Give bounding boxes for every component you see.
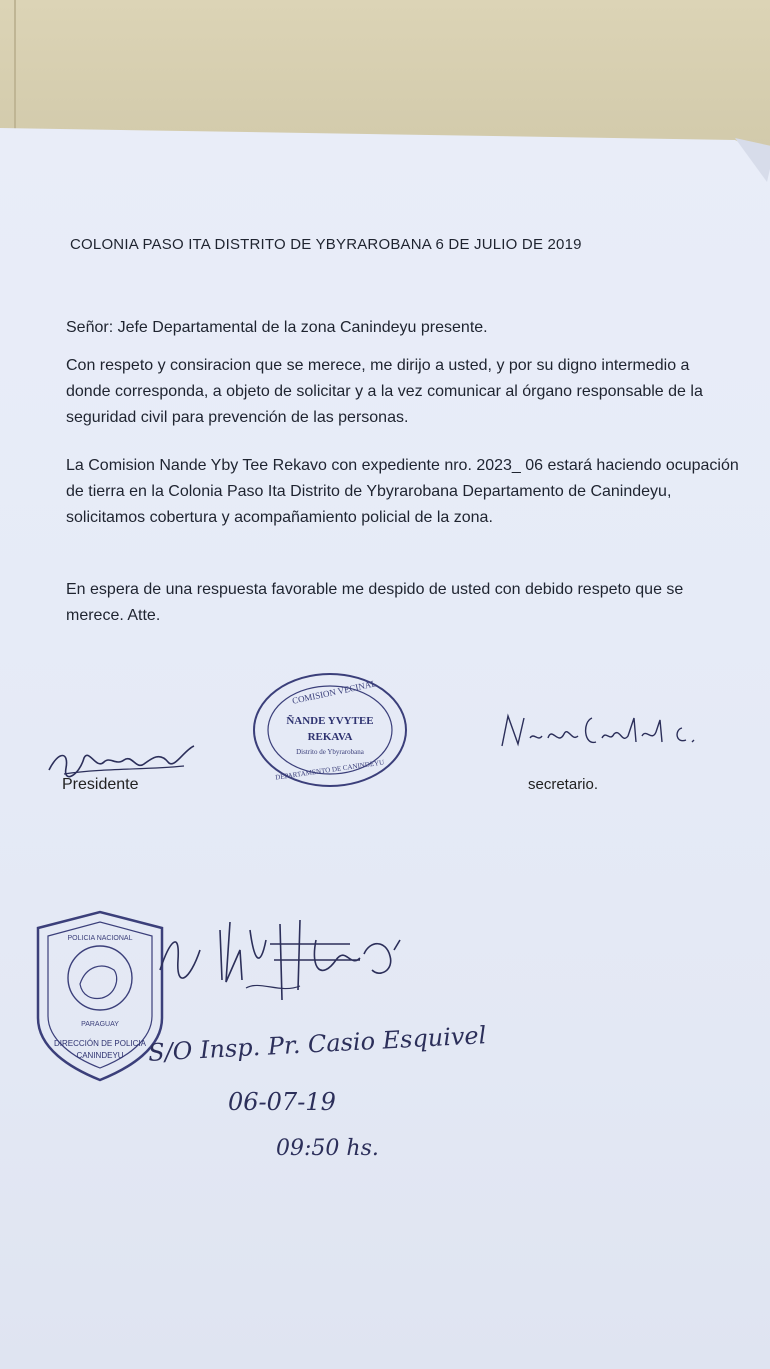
secretary-label: secretario. (528, 776, 599, 793)
receipt-officer-handwriting: S/O Insp. Pr. Casio Esquivel (147, 1021, 487, 1067)
letter-paragraph: Con respeto y consiracion que se merece, me dirijo a usted, y por su digno intermedio a donde corresponda, a objeto de solicitar y a la vez comunicar al órgano responsable de la seguridad civil para prevención de las personas. (66, 357, 703, 426)
stamp-text: Distrito de Ybyrarobana (296, 748, 364, 756)
officer-signature (150, 910, 410, 1010)
stamp-text: COMISION VECINAL (291, 678, 378, 706)
president-label: Presidente (62, 776, 139, 793)
letter-heading: COLONIA PASO ITA DISTRITO DE YBYRAROBANA 6 DE JULIO DE 2019 (70, 236, 582, 253)
stamp-text: PARAGUAY (81, 1021, 119, 1028)
commission-stamp (252, 672, 412, 792)
stamp-text: DIRECCIÓN DE POLICIA (53, 1039, 147, 1048)
stamp-text: POLICIA NACIONAL (67, 935, 133, 942)
stamp-text: ÑANDE YVYTEE (286, 715, 374, 727)
receipt-time-handwriting: 09:50 hs. (276, 1136, 379, 1161)
letter-paragraph: La Comision Nande Yby Tee Rekavo con expediente nro. 2023_ 06 estará haciendo ocupación de tierra en la Colonia Paso Ita Distrito de Ybyrarobana Departamento de Canindeyu, solicitamos cobertura y acompañamiento policial de la zona. (66, 457, 739, 526)
receipt-date-handwriting: 06-07-19 (228, 1088, 336, 1116)
secretary-signature (496, 708, 706, 758)
desk-edge (14, 0, 16, 130)
stamp-text: REKAVA (307, 731, 353, 743)
stamp-text: CANINDEYU (76, 1051, 124, 1060)
desk-background (0, 0, 770, 150)
letter-addressee: Señor: Jefe Departamental de la zona Canindeyu presente. (66, 319, 488, 336)
stamp-text: DEPARTAMENTO DE CANINDEYU (274, 758, 385, 782)
letter-paragraph: En espera de una respuesta favorable me despido de usted con debido respeto que se merece. Atte. (66, 581, 684, 624)
